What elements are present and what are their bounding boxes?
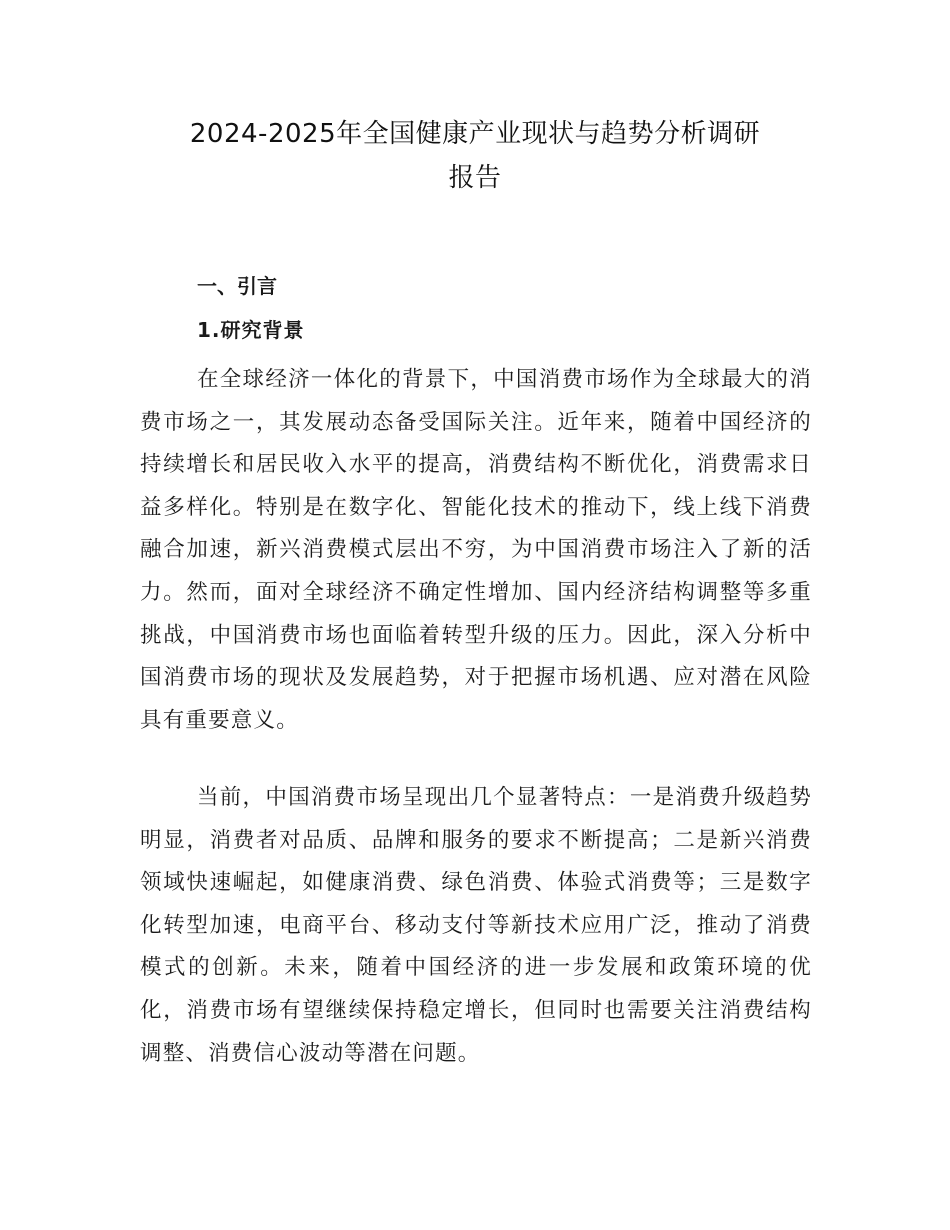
body-paragraph-2: 当前，中国消费市场呈现出几个显著特点：一是消费升级趋势明显，消费者对品质、品牌和服务的要求不断提高；二是新兴消费领域快速崛起，如健康消费、绿色消费、体验式消费等；三是数字化转型加速，电商平台、移动支付等新技术应用广泛，推动了消费模式的创新。未来，随着中国经济的进一步发展和政策环境的优化，消费市场有望继续保持稳定增长，但同时也需要关注消费结构调整、消费信心波动等潜在问题。 bbox=[140, 785, 812, 1066]
document-title bbox=[140, 112, 810, 200]
document-title-line-1: 2024-2025年全国健康产业现状与趋势分析调研 bbox=[189, 119, 761, 149]
body-paragraph-1: 在全球经济一体化的背景下，中国消费市场作为全球最大的消费市场之一，其发展动态备受国际关注。近年来，随着中国经济的持续增长和居民收入水平的提高，消费结构不断优化，消费需求日益多样化。特别是在数字化、智能化技术的推动下，线上线下消费融合加速，新兴消费模式层出不穷，为中国消费市场注入了新的活力。然而，面对全球经济不确定性增加、国内经济结构调整等多重挑战，中国消费市场也面临着转型升级的压力。因此，深入分析中国消费市场的现状及发展趋势，对于把握市场机遇、应对潜在风险具有重要意义。 bbox=[140, 367, 812, 733]
section-heading: 一、引言 bbox=[197, 274, 277, 298]
document-title-line-2: 报告 bbox=[448, 163, 502, 193]
subsection-heading: 1.研究背景 bbox=[197, 318, 305, 342]
